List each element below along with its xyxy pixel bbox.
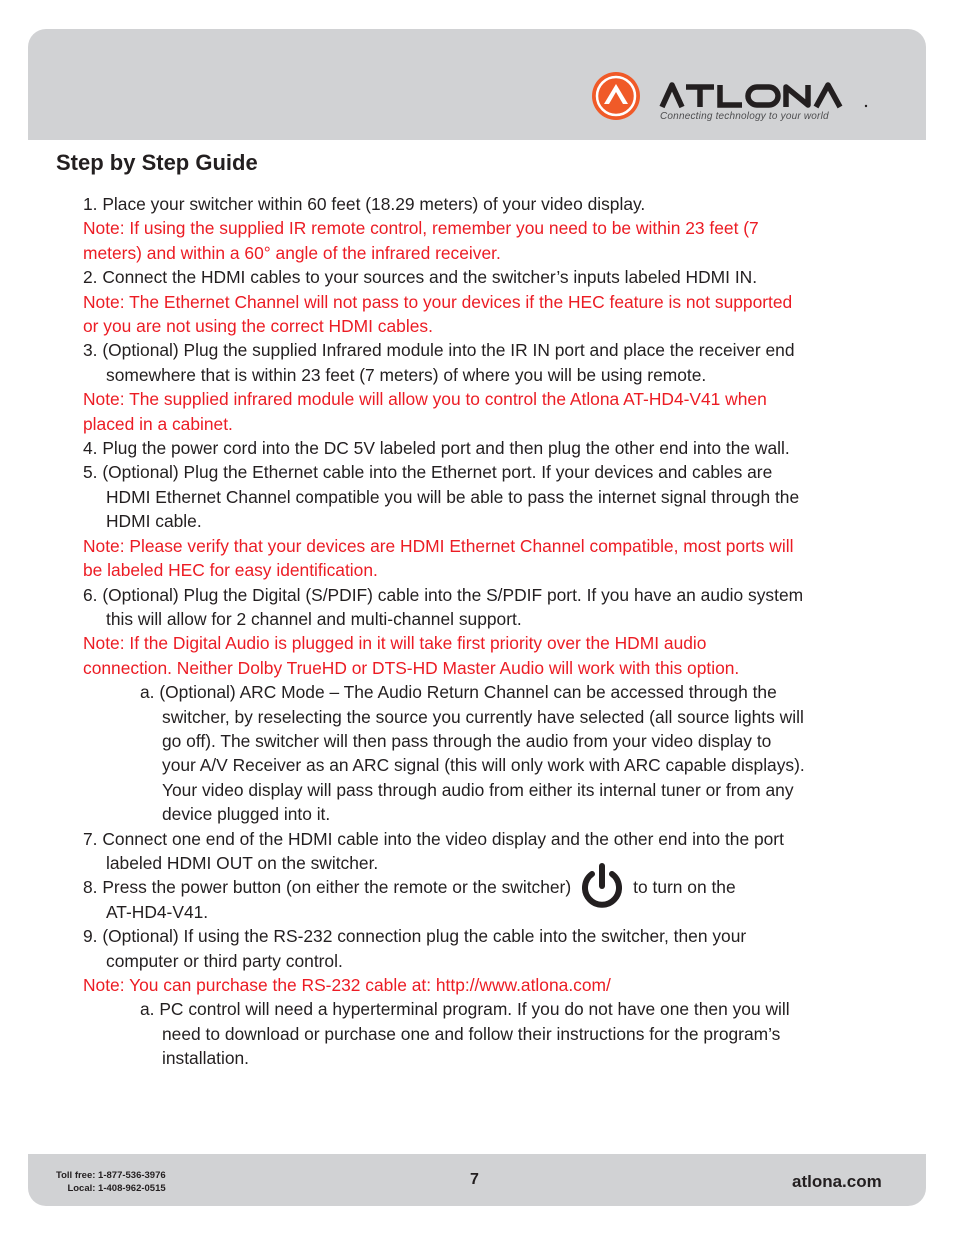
page-number: 7 bbox=[470, 1171, 479, 1188]
local-number: Local: 1-408-962-0515 bbox=[67, 1183, 166, 1194]
step-8: 8. Press the power button (on either the remote or the switcher) to turn on the AT-HD4-V41. bbox=[83, 875, 903, 924]
note-9: Note: You can purchase the RS-232 cable at: http://www.atlona.com/ bbox=[83, 975, 611, 995]
note-6: Note: If the Digital Audio is plugged in it will take first priority over the HDMI audio connection. Neither Dolby TrueHD or DTS-HD Master Audio will work with this option. bbox=[83, 633, 740, 678]
step-3: 3. (Optional) Plug the supplied Infrared module into the IR IN port and place the receiver end somewhere that is within 23 feet (7 meters) of where you will be using remote. bbox=[83, 340, 795, 385]
note-2: Note: The Ethernet Channel will not pass to your devices if the HEC feature is not supported or you are not using the correct HDMI cables. bbox=[83, 291, 793, 337]
step-2: 2. Connect the HDMI cables to your sources and the switcher’s inputs labeled HDMI IN. bbox=[83, 267, 758, 288]
note-1: Note: If using the supplied IR remote control, remember you need to be within 23 feet (7 meters) and within a 60° angle of the infrared receiver. bbox=[83, 218, 759, 263]
step-4: 4. Plug the power cord into the DC 5V labeled port and then plug the other end into the wall. bbox=[83, 438, 790, 459]
step-1: 1. Place your switcher within 60 feet (18.29 meters) of your video display. bbox=[83, 194, 646, 214]
step-9: 9. (Optional) If using the RS-232 connection plug the cable into the switcher, then your computer or third party control. bbox=[83, 926, 747, 971]
step-6: 6. (Optional) Plug the Digital (S/PDIF) cable into the S/PDIF port. If you have an audio system this will allow for 2 channel and multi-channel support. bbox=[83, 584, 804, 629]
page-title: Step by Step Guide bbox=[56, 150, 258, 175]
step-6a: a. (Optional) ARC Mode – The Audio Return Channel can be accessed through the switcher, by reselecting the source you currently have selected (all source lights will go off). The switcher will then pass through the audio from your video display to your A/V Receiver as an ARC signal (this will only work with ARC capable displays). Your video display will pass through audio from either its internal tuner or from any device plugged into it. bbox=[140, 682, 805, 825]
note-3: Note: The supplied infrared module will allow you to control the Atlona AT-HD4-V41 when placed in a cabinet. bbox=[83, 389, 767, 434]
logo-tagline: Connecting technology to your world bbox=[660, 111, 829, 122]
step-5: 5. (Optional) Plug the Ethernet cable into the Ethernet port. If your devices and cables are HDMI Ethernet Channel compatible you will be able to pass the internet signal through the HDMI cable. bbox=[83, 462, 800, 532]
step-7: 7. Connect one end of the HDMI cable into the video display and the other end into the port labeled HDMI OUT on the switcher. bbox=[83, 828, 784, 873]
website-link[interactable]: atlona.com bbox=[792, 1172, 882, 1191]
guide-content bbox=[83, 192, 903, 1071]
step-9a: a. PC control will need a hyperterminal program. If you do not have one then you will need to download or purchase one and follow their instructions for the program’s installation. bbox=[140, 999, 790, 1069]
note-5: Note: Please verify that your devices are HDMI Ethernet Channel compatible, most ports will be labeled HEC for easy identification. bbox=[83, 535, 794, 581]
contact-numbers bbox=[56, 1169, 166, 1195]
power-icon bbox=[577, 875, 627, 899]
toll-free-number: Toll free: 1-877-536-3976 bbox=[56, 1170, 166, 1181]
